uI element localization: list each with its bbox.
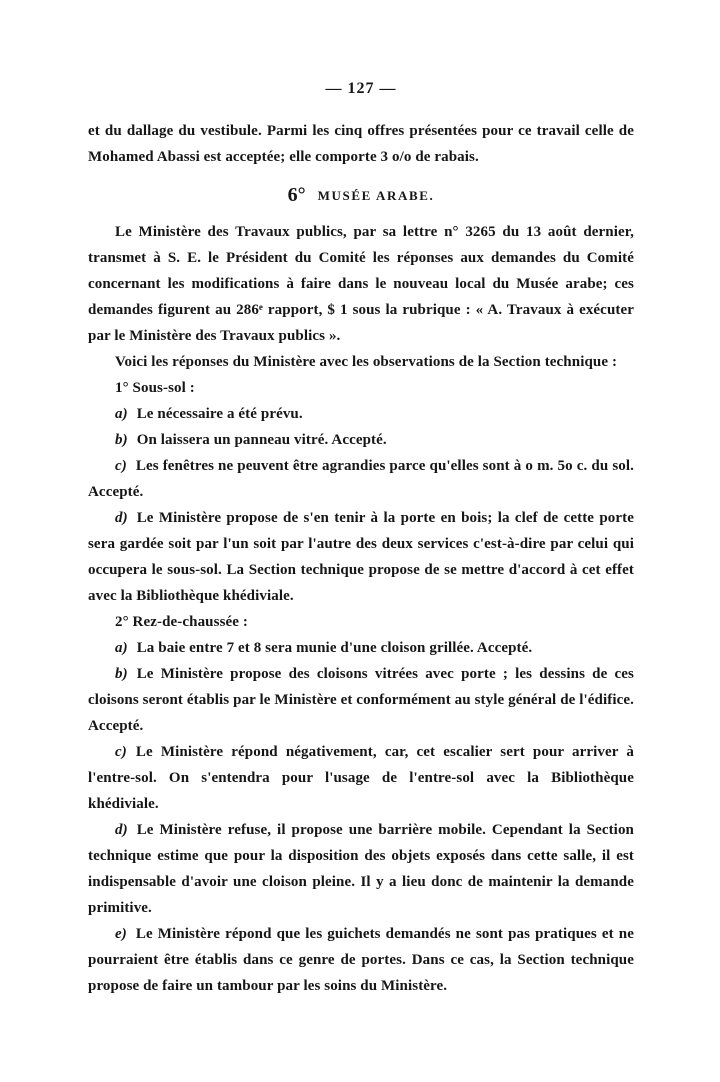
item-label: a) [115,406,128,422]
paragraph [88,349,634,375]
paragraph [88,817,634,921]
paragraph-text: 1° Sous-sol : [115,380,195,396]
item-label: d) [115,510,128,526]
paragraph-text: et du dallage du vestibule. Parmi les cinq offres présentées pour ce travail celle de Mohamed Abassi est acceptée; elle comporte 3 o/o de rabais. [88,123,634,165]
paragraph [88,609,634,635]
section-number: 6° [287,184,306,206]
item-label: c) [115,744,127,760]
paragraph [88,375,634,401]
section-title: MUSÉE ARABE. [317,188,435,203]
paragraph [88,427,634,453]
paragraph-text: Le nécessaire a été prévu. [136,406,303,422]
item-label: b) [115,666,128,682]
paragraph [88,453,634,505]
paragraph [88,921,634,999]
paragraph-intro [88,118,634,170]
item-label: d) [115,822,128,838]
item-label: a) [115,640,128,656]
paragraph-text: Le Ministère propose de s'en tenir à la porte en bois; la clef de cette porte sera gardée soit par l'un soit par l'autre des deux services c'est-à-dire par celui qui occupera le sous-sol. La Section technique propose de se mettre d'accord à cet effet avec la Bibliothèque khédiviale. [88,510,634,604]
item-label: e) [115,926,127,942]
paragraph [88,661,634,739]
paragraph-text: Le Ministère propose des cloisons vitrées avec porte ; les dessins de ces cloisons seront établis par le Ministère et conformément au style général de l'édifice. Accepté. [88,666,634,734]
page-number: — 127 — [325,80,397,97]
item-label: b) [115,432,128,448]
paragraph [88,401,634,427]
paragraph-text: La baie entre 7 et 8 sera munie d'une cloison grillée. Accepté. [136,640,533,656]
paragraph-text: Le Ministère répond que les guichets demandés ne sont pas pratiques et ne pourraient être établis dans ce genre de portes. Dans ce cas, la Section technique propose de faire un tambour par les soins du Ministère. [88,926,634,994]
paragraph [88,219,634,349]
paragraph [88,505,634,609]
paragraph-text: Le Ministère répond négativement, car, cet escalier sert pour arriver à l'entre-sol. On s'entendra pour l'usage de l'entre-sol avec la Bibliothèque khédiviale. [88,744,634,812]
paragraph-text: Le Ministère refuse, il propose une barrière mobile. Cependant la Section technique estime que pour la disposition des objets exposés dans cette salle, il est indispensable d'avoir une cloison pleine. Il y a lieu donc de maintenir la demande primitive. [88,822,634,916]
item-label: c) [115,458,127,474]
paragraph [88,739,634,817]
paragraph-text: Voici les réponses du Ministère avec les observations de la Section technique : [115,354,618,370]
section-heading [88,184,634,207]
paragraph-text: 2° Rez-de-chaussée : [115,614,248,630]
paragraph-text: On laissera un panneau vitré. Accepté. [136,432,387,448]
paragraph [88,635,634,661]
paragraph-text: Le Ministère des Travaux publics, par sa lettre n° 3265 du 13 août dernier, transmet à S. E. le Président du Comité les réponses aux demandes du Comité concernant les modifications à faire dans le nouveau local du Musée arabe; ces demandes figurent au 286ᵉ rapport, $ 1 sous la rubrique : « A. Travaux à exécuter par le Ministère des Travaux publics ». [88,224,634,344]
paragraph-text: Les fenêtres ne peuvent être agrandies parce qu'elles sont à o m. 5o c. du sol. Accepté. [88,458,634,500]
